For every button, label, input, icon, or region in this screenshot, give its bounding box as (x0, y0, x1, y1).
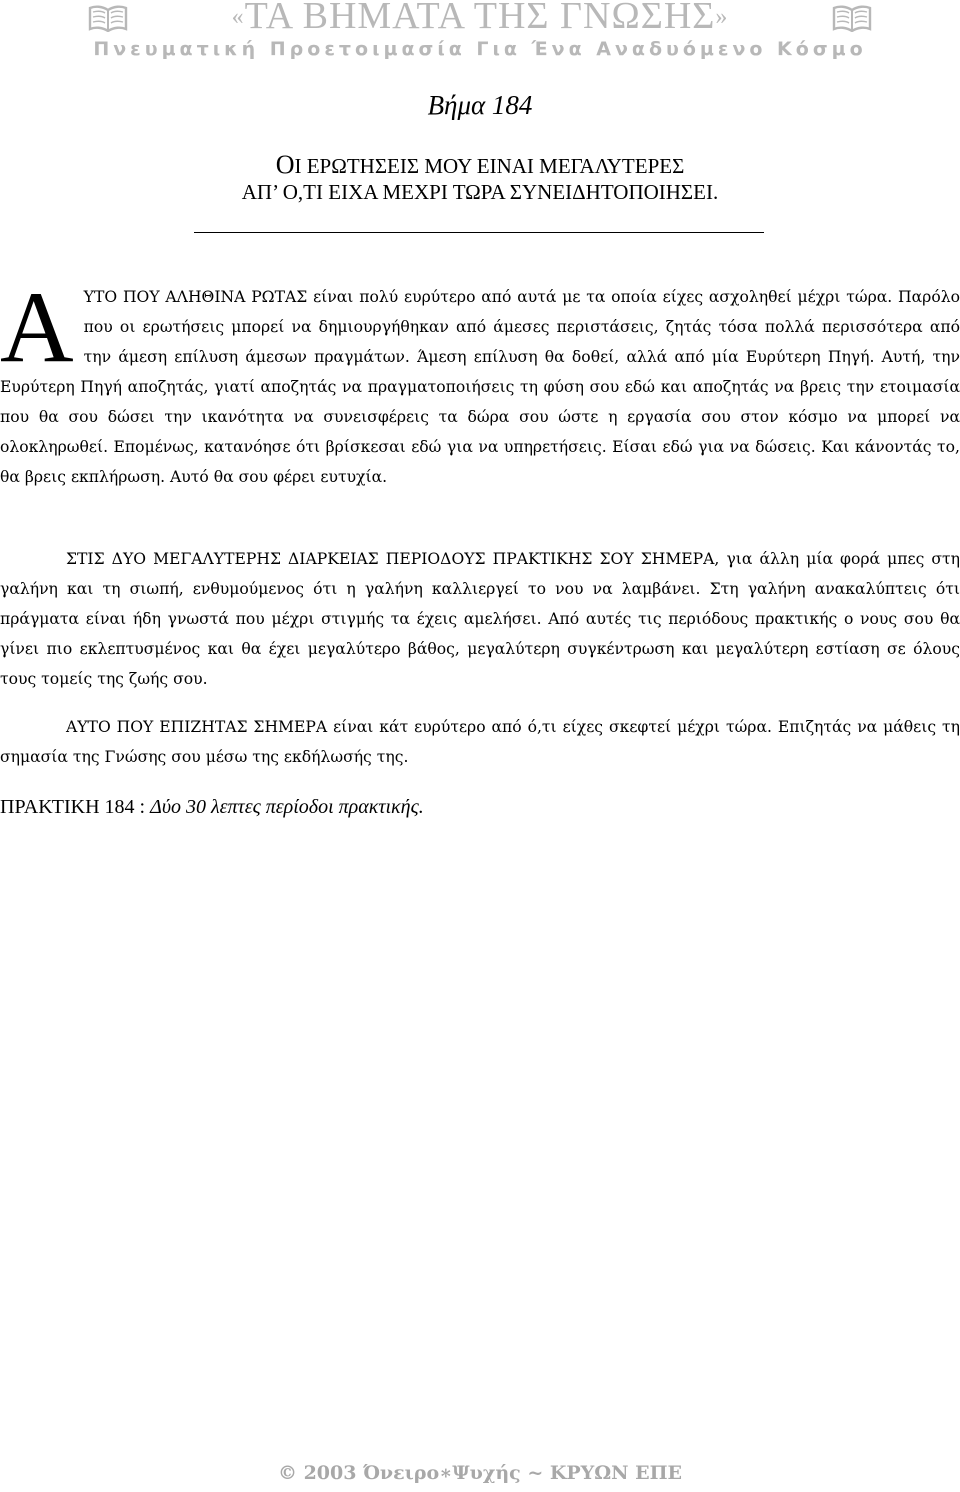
site-title (0, 0, 960, 38)
lesson-headline (0, 152, 960, 205)
site-subtitle: Πνευματική Προετοιμασία Για Ένα Αναδυόμενο Κόσμο (93, 38, 867, 60)
close-guillemet: » (715, 4, 729, 30)
step-title: Βήμα 184 (427, 90, 533, 120)
practice-label: ΠΡΑΚΤΙΚΗ 184 : (0, 796, 146, 818)
open-book-icon (832, 4, 872, 32)
divider-rule (194, 232, 764, 233)
copyright-footer: © 2003 Όνειρο∗Ψυχής ~ ΚΡΥΩΝ ΕΠΕ (277, 1462, 683, 1484)
practice-description: Δύο 30 λεπτες περίοδοι πρακτικής. (150, 796, 424, 818)
headline-initial: Ο (275, 150, 295, 179)
paragraph-1-text: ΥΤΟ ΠΟΥ ΑΛΗΘΙΝΑ ΡΩΤΑΣ είναι πολύ ευρύτερο από αυτά με τα οποία είχες ασχοληθεί μέχρι τώρα. Παρόλο που οι ερωτήσεις μπορεί να δημιουργήθηκαν από άμεσες περιστάσεις, ζητάς τόσα πολλά περισσότερα από την άμεση επίλυση άμεσων πραγμάτων. Άμεση επίλυση θα δοθεί, αλλά από μία Ευρύτερη Πηγή. Αυτή, την Ευρύτερη Πηγή αποζητάς, γιατί αποζητάς να πραγματοποιήσεις τη φύση σου εδώ και αποζητάς να βρεις την ετοιμασία που θα σου δώσει την ικανότητα να συνεισφέρεις τα δώρα σου ώστε η εργασία σου στον κόσμο να μπορεί να ολοκληρωθεί. Επομένως, κατανόησε ότι βρίσκεσαι εδώ για να υπηρετήσεις. Είσαι εδώ για να δώσεις. Και κάνοντάς το, θα βρεις εκπλήρωση. Αυτό θα σου φέρει ευτυχία. (0, 288, 960, 486)
headline-line-1-text: Ι ΕΡΩΤΗΣΕΙΣ ΜΟΥ ΕΙΝΑΙ ΜΕΓΑΛΥΤΕΡΕΣ (294, 154, 685, 178)
drop-cap: Α (0, 271, 74, 384)
headline-line-1 (0, 152, 960, 179)
site-title-text: ΤΑ ΒΗΜΑΤΑ ΤΗΣ ΓΝΩΣΗΣ (244, 0, 716, 37)
paragraph-3-text: ΑΥΤΟ ΠΟΥ ΕΠΙΖΗΤΑΣ ΣΗΜΕΡΑ είναι κάτ ευρύτερο από ό,τι είχες σκεφτεί μέχρι τώρα. Επιζητάς να μάθεις τη σημασία της Γνώσης σου μέσω της εκδήλωσής της. (0, 718, 960, 766)
headline-line-2: ΑΠ’ Ο,ΤΙ ΕΙΧΑ ΜΕΧΡΙ ΤΩΡΑ ΣΥΝΕΙΔΗΤΟΠΟΙΗΣΕΙ. (241, 180, 719, 204)
open-guillemet: « (231, 4, 245, 30)
paragraph-2-text: ΣΤΙΣ ΔΥΟ ΜΕΓΑΛΥΤΕΡΗΣ ΔΙΑΡΚΕΙΑΣ ΠΕΡΙΟΔΟΥΣ ΠΡΑΚΤΙΚΗΣ ΣΟΥ ΣΗΜΕΡΑ, για άλλη μία φορά μπες στη γαλήνη και τη σιωπή, ενθυμούμενος ότι η γαλήνη καλλιεργεί το νου να λαμβάνει. Στη γαλήνη ανακαλύπτεις ότι πράγματα είναι ήδη γνωστά που μέχρι στιγμής τα έχεις αμελήσει. Από αυτές τις περιόδους πρακτικής ο νους σου θα γίνει πιο εκλεπτυσμένος και θα έχει μεγαλύτερο βάθος, μεγαλύτερη συγκέντρωση και μεγαλύτερη εστίαση σε όλους τους τομείς της ζωής σου. (0, 550, 960, 688)
page-header (0, 0, 960, 70)
paragraph-1 (0, 271, 960, 492)
practice-line (0, 796, 960, 819)
paragraph-2 (0, 544, 960, 694)
paragraph-3 (0, 712, 960, 772)
